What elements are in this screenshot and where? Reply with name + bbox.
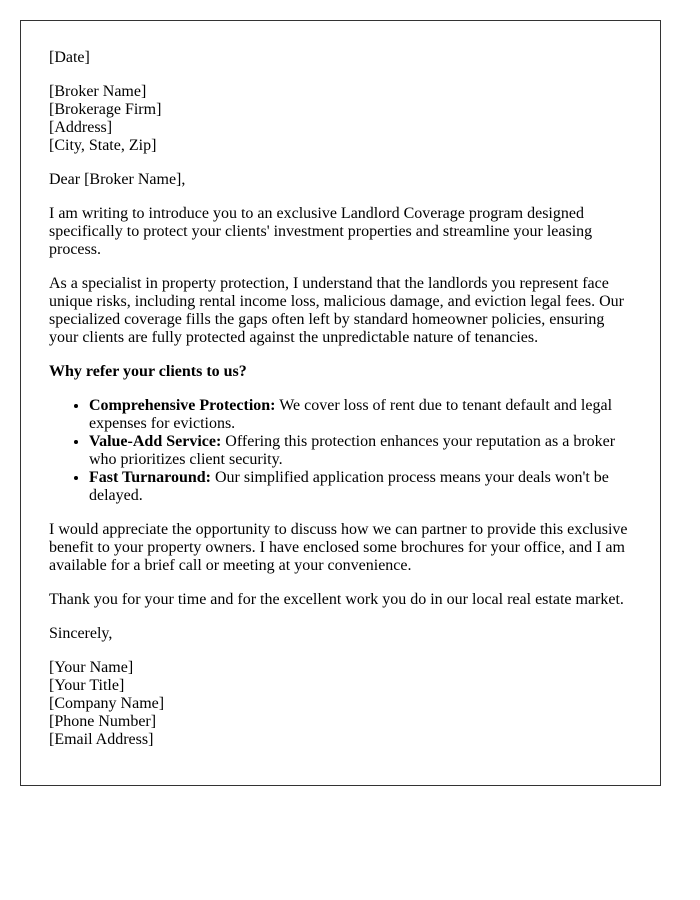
recipient-name: [Broker Name] [49, 83, 147, 100]
salutation: Dear [Broker Name], [49, 171, 186, 188]
letter [20, 20, 661, 786]
sign-off: Sincerely, [49, 625, 113, 642]
thanks-paragraph: Thank you for your time and for the excellent work you do in our local real estate market. [49, 591, 624, 608]
benefits-list [49, 397, 632, 505]
signature-block [49, 659, 632, 749]
sender-company: [Company Name] [49, 695, 165, 712]
recipient-street: [Address] [49, 119, 113, 136]
date: [Date] [49, 49, 90, 66]
recipient-firm: [Brokerage Firm] [49, 101, 162, 118]
sender-name: [Your Name] [49, 659, 134, 676]
closing-paragraph: I would appreciate the opportunity to discuss how we can partner to provide this exclusive benefit to your property owners. I have enclosed some brochures for your office, and I am available for a brief call or meeting at your convenience. [49, 521, 628, 574]
benefit-item: • Value-Add Service: Offering this protection enhances your reputation as a broker who prioritizes client security. [89, 433, 632, 469]
sender-title: [Your Title] [49, 677, 125, 694]
recipient-address [49, 83, 632, 155]
body-paragraph: As a specialist in property protection, I understand that the landlords you represent face unique risks, including rental income loss, malicious damage, and eviction legal fees. Our specialized coverage fills the gaps often left by standard homeowner policies, ensuring your clients are fully protected against the unpredictable nature of tenancies. [49, 275, 624, 346]
benefit-item: • Comprehensive Protection: We cover loss of rent due to tenant default and legal expenses for evictions. [89, 397, 632, 433]
intro-paragraph: I am writing to introduce you to an exclusive Landlord Coverage program designed specifically to protect your clients' investment properties and streamline your leasing process. [49, 205, 593, 258]
sender-email: [Email Address] [49, 731, 154, 748]
sender-phone: [Phone Number] [49, 713, 157, 730]
section-heading: Why refer your clients to us? [49, 363, 247, 380]
benefit-item: • Fast Turnaround: Our simplified application process means your deals won't be delayed. [89, 469, 632, 505]
recipient-city: [City, State, Zip] [49, 137, 157, 154]
